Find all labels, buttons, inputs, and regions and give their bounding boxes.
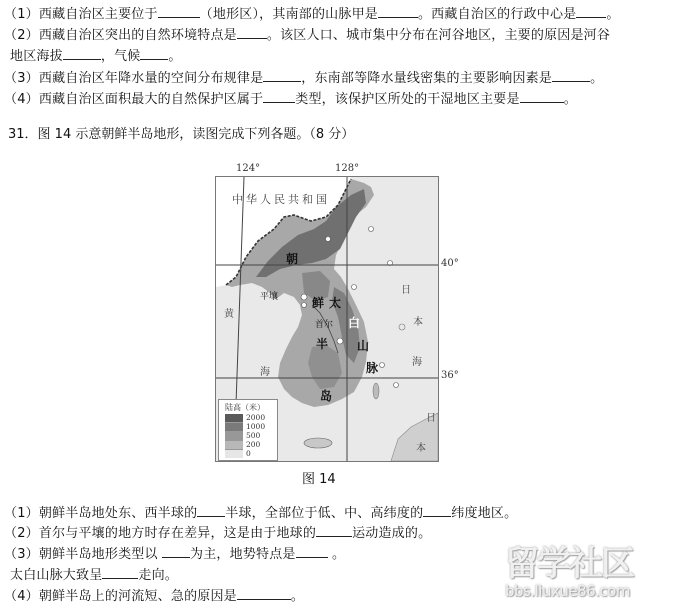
legend-title: 陆高（米） [225, 403, 265, 412]
answer-blank[interactable] [140, 47, 168, 60]
label-ban: 半 [316, 337, 329, 351]
elevation-legend [218, 399, 278, 461]
text: 。 [327, 547, 346, 562]
swatch-0 [225, 450, 243, 458]
longitude-label-128: 128° [335, 163, 360, 174]
watermark-title: 留学社区 [505, 544, 633, 584]
answer-blank[interactable] [197, 504, 225, 517]
question-31-title: 31．图 14 示意朝鲜半岛地形，读图完成下列各题。（8 分） [8, 127, 355, 142]
answer-blank[interactable] [520, 90, 564, 103]
q31-sub4 [4, 587, 304, 605]
label-hai-west: 海 [260, 367, 270, 378]
text: 走向。 [138, 568, 179, 583]
answer-blank[interactable] [162, 545, 190, 558]
text: 纬度地区。 [451, 506, 518, 521]
label-japan-ri: 日 [426, 413, 436, 424]
swatch-500 [225, 432, 243, 441]
answer-blank[interactable] [237, 26, 267, 39]
text: （4）西藏自治区面积最大的自然保护区属于 [4, 92, 264, 107]
answer-blank[interactable] [576, 5, 606, 18]
text: 为主，地势特点是 [190, 547, 296, 562]
text: 太白山脉大致呈 [10, 568, 103, 583]
text: 。 [168, 49, 182, 64]
label-seoul: 首尔 [315, 320, 334, 330]
figure-caption: 图 14 [302, 472, 336, 487]
watermark-url: bbs.liuxue86.com [505, 582, 630, 600]
label-pyongyang: 平壤 [260, 292, 279, 302]
label-dao: 岛 [320, 389, 333, 403]
text: 地区海拔 [10, 49, 63, 64]
answer-blank[interactable] [423, 504, 451, 517]
tibet-q3 [4, 69, 603, 87]
legend-value: 500 [246, 431, 261, 440]
label-china: 中华人民共和国 [232, 193, 330, 206]
legend-swatches [225, 414, 243, 458]
answer-blank[interactable] [296, 545, 328, 558]
label-japan-ben: 本 [416, 443, 426, 454]
label-huang: 黄 [224, 309, 234, 320]
text: 。西藏自治区的行政中心是 [417, 7, 577, 22]
label-shan: 山 [357, 339, 370, 353]
label-xian: 鲜 [312, 296, 325, 310]
latitude-label-36: 36° [441, 370, 459, 381]
text: 。 [290, 589, 305, 604]
text: 。该区人口、城市集中分布在河谷地区，主要的原因是河谷 [266, 28, 611, 43]
answer-blank[interactable] [378, 5, 418, 18]
answer-blank[interactable] [102, 566, 138, 579]
watermark-logo [505, 545, 670, 605]
answer-blank[interactable] [263, 90, 295, 103]
q31-sub1 [4, 504, 517, 522]
text: 。 [606, 7, 620, 22]
answer-blank[interactable] [158, 5, 200, 18]
text: （1）朝鲜半岛地处东、西半球的 [4, 506, 198, 521]
text: 。 [590, 71, 604, 86]
text: （2）西藏自治区突出的自然环境特点是 [4, 28, 237, 43]
text: （1）西藏自治区主要位于 [4, 7, 158, 22]
label-tai: 太 [329, 296, 342, 310]
label-ri: 日 [401, 285, 411, 296]
text: （3）西藏自治区年降水量的空间分布规律是 [4, 71, 264, 86]
legend-values [246, 413, 265, 458]
label-hai-east: 海 [412, 357, 422, 368]
text: 类型，该保护区所处的干湿地区主要是 [295, 92, 520, 107]
q31-sub3-line1 [4, 545, 345, 563]
text: （4）朝鲜半岛上的河流短、急的原因是 [4, 589, 237, 604]
legend-value: 0 [246, 449, 251, 458]
tibet-q2-line2 [10, 47, 182, 65]
korea-terrain-map [215, 176, 439, 462]
q31-sub3-line2 [10, 566, 178, 584]
answer-blank[interactable] [237, 587, 291, 600]
tibet-q1 [4, 5, 620, 23]
tibet-q2-line1 [4, 26, 610, 44]
text: （3）朝鲜半岛地形类型以 [4, 547, 163, 562]
answer-blank[interactable] [263, 69, 301, 82]
answer-blank[interactable] [63, 47, 101, 60]
legend-value: 200 [246, 440, 261, 449]
q31-sub2 [4, 524, 431, 542]
label-ben: 本 [413, 317, 423, 328]
longitude-label-124: 124° [236, 163, 261, 174]
text: 。 [563, 92, 577, 107]
answer-blank[interactable] [316, 524, 352, 537]
legend-value: 2000 [246, 413, 266, 422]
text: ，气候 [100, 49, 141, 64]
swatch-1000 [225, 423, 243, 432]
swatch-200 [225, 441, 243, 450]
label-mai: 脉 [366, 361, 379, 375]
swatch-2000 [225, 414, 243, 423]
text: 运动造成的。 [352, 526, 432, 541]
label-chao: 朝 [286, 252, 299, 266]
text: （2）首尔与平壤的地方时存在差异，这是由于地球的 [4, 526, 317, 541]
text: （地形区），其南部的山脉甲是 [199, 7, 378, 22]
latitude-label-40: 40° [441, 258, 459, 269]
tibet-q4 [4, 90, 577, 108]
answer-blank[interactable] [552, 69, 590, 82]
label-bai: 白 [348, 316, 361, 330]
legend-value: 1000 [246, 422, 266, 431]
text: 半球，全部位于低、中、高纬度的 [225, 506, 424, 521]
text: ，东南部等降水量线密集的主要影响因素是 [301, 71, 553, 86]
